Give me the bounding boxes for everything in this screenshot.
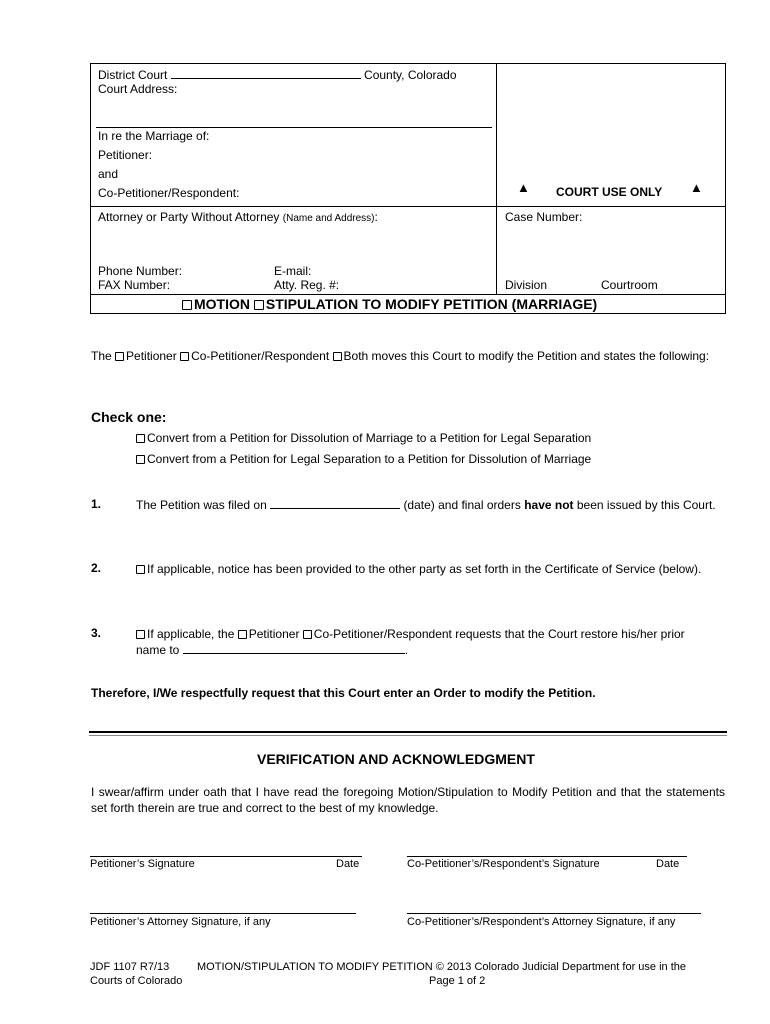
stipulation-checkbox[interactable] xyxy=(254,300,264,310)
item-3-end: . xyxy=(404,643,409,657)
division-label: Division xyxy=(505,278,548,292)
email-label: E-mail: xyxy=(274,264,312,278)
item-2-label: If applicable, notice has been provided to the other party as set forth in the Certificate of Service (below). xyxy=(147,562,702,576)
footer-form-title: MOTION/STIPULATION TO MODIFY PETITION © 2013 Colorado Judicial Department for use in the xyxy=(197,961,687,973)
and-label: and xyxy=(98,167,119,181)
attorney-label xyxy=(98,210,378,224)
item-1-number: 1. xyxy=(91,497,102,511)
option-1-checkbox[interactable] xyxy=(136,434,145,443)
check-one-heading: Check one: xyxy=(91,409,167,425)
petitioner-signature-line[interactable] xyxy=(90,856,362,857)
therefore-statement: Therefore, I/We respectfully request that this Court enter an Order to modify the Petition. xyxy=(91,686,596,700)
item-3-petitioner-checkbox[interactable] xyxy=(238,630,247,639)
verification-heading: VERIFICATION AND ACKNOWLEDGMENT xyxy=(257,751,535,767)
verification-text: I swear/affirm under oath that I have read the foregoing Motion/Stipulation to Modify Petition and that the statements set forth therein are true and correct to the best of my knowledge. xyxy=(91,785,725,815)
motion-checkbox[interactable] xyxy=(182,300,192,310)
district-court-line xyxy=(98,67,457,82)
section-divider xyxy=(89,731,727,733)
co-petitioner-label: Co-Petitioner/Respondent: xyxy=(98,186,240,200)
footer-courts: Courts of Colorado xyxy=(90,975,183,987)
footer-page-number: Page 1 of 2 xyxy=(429,975,486,987)
item-3-co-petitioner: Co-Petitioner/Respondent requests that the Court restore his/her prior xyxy=(313,627,685,641)
caption-divider-title xyxy=(90,294,726,295)
item-1-bold: have not xyxy=(524,498,574,512)
intro-co-petitioner-checkbox[interactable] xyxy=(180,352,189,361)
title-rest: STIPULATION TO MODIFY PETITION (MARRIAGE) xyxy=(265,296,598,312)
phone-label: Phone Number: xyxy=(98,264,183,278)
atty-reg-label: Atty. Reg. #: xyxy=(274,278,340,292)
item-1-pre: The Petition was filed on xyxy=(136,498,267,512)
option-2-label: Convert from a Petition for Legal Separation to a Petition for Dissolution of Marriage xyxy=(147,452,592,466)
county-blank[interactable] xyxy=(171,67,361,79)
item-1-post: been issued by this Court. xyxy=(576,498,716,512)
co-petitioner-signature-line[interactable] xyxy=(407,856,687,857)
title-motion: MOTION xyxy=(194,296,250,312)
triangle-up-icon: ▲ xyxy=(517,180,530,195)
fax-label: FAX Number: xyxy=(98,278,171,292)
co-petitioner-signature-label: Co-Petitioner’s/Respondent’s Signature xyxy=(407,858,600,870)
caption-divider-vertical xyxy=(496,63,497,295)
caption-divider-attorney xyxy=(90,206,726,207)
court-use-only-label: COURT USE ONLY xyxy=(556,185,663,199)
item-3-number: 3. xyxy=(91,626,102,640)
option-2-checkbox[interactable] xyxy=(136,455,145,464)
co-petitioner-attorney-signature-line[interactable] xyxy=(407,913,701,914)
intro-both-checkbox[interactable] xyxy=(333,352,342,361)
petitioner-label: Petitioner: xyxy=(98,148,153,162)
intro-co-petitioner: Co-Petitioner/Respondent xyxy=(191,349,330,363)
court-address-label: Court Address: xyxy=(98,82,178,96)
option-1-label: Convert from a Petition for Dissolution of Marriage to a Petition for Legal Separation xyxy=(147,431,592,445)
item-3-name-to: name to xyxy=(136,643,180,657)
section-divider-thin xyxy=(89,735,727,736)
co-petitioner-date-label: Date xyxy=(656,858,680,870)
case-number-label: Case Number: xyxy=(505,210,583,224)
intro-petitioner: Petitioner xyxy=(126,349,177,363)
item-3-text xyxy=(136,626,725,658)
footer-form-id: JDF 1107 R7/13 xyxy=(90,961,170,973)
triangle-up-icon: ▲ xyxy=(690,180,703,195)
item-2-number: 2. xyxy=(91,561,102,575)
item-3-petitioner: Petitioner xyxy=(248,627,300,641)
page-title xyxy=(182,296,597,312)
petitioner-signature-label: Petitioner’s Signature xyxy=(90,858,195,870)
item-1-text xyxy=(136,497,725,513)
county-label: County, Colorado xyxy=(364,68,457,82)
petitioner-date-label: Date xyxy=(336,858,360,870)
item-3-co-petitioner-checkbox[interactable] xyxy=(303,630,312,639)
intro-rest: moves this Court to modify the Petition and states the following: xyxy=(371,349,710,363)
petitioner-attorney-signature-line[interactable] xyxy=(90,913,356,914)
district-court-label: District Court xyxy=(98,68,168,82)
attorney-label-main: Attorney or Party Without Attorney xyxy=(98,210,280,224)
item-3-checkbox[interactable] xyxy=(136,630,145,639)
item-1-mid: (date) and final orders xyxy=(403,498,521,512)
option-separation-to-dissolution[interactable] xyxy=(136,452,591,466)
co-petitioner-attorney-signature-label: Co-Petitioner’s/Respondent’s Attorney Signature, if any xyxy=(407,916,676,928)
courtroom-label: Courtroom xyxy=(601,278,658,292)
in-re-label: In re the Marriage of: xyxy=(98,129,210,143)
intro-petitioner-checkbox[interactable] xyxy=(115,352,124,361)
attorney-label-colon: : xyxy=(374,210,378,224)
court-address-line xyxy=(96,127,492,128)
intro-the: The xyxy=(91,349,112,363)
option-dissolution-to-separation[interactable] xyxy=(136,431,591,445)
filed-date-blank[interactable] xyxy=(270,497,400,509)
item-2-checkbox[interactable] xyxy=(136,565,145,574)
intro-both: Both xyxy=(343,349,369,363)
intro-paragraph xyxy=(91,348,725,364)
prior-name-blank[interactable] xyxy=(183,642,405,654)
petitioner-attorney-signature-label: Petitioner’s Attorney Signature, if any xyxy=(90,916,271,928)
attorney-label-sub: (Name and Address) xyxy=(282,213,375,224)
item-3-pre: If applicable, the xyxy=(147,627,235,641)
item-2-text xyxy=(136,561,725,577)
